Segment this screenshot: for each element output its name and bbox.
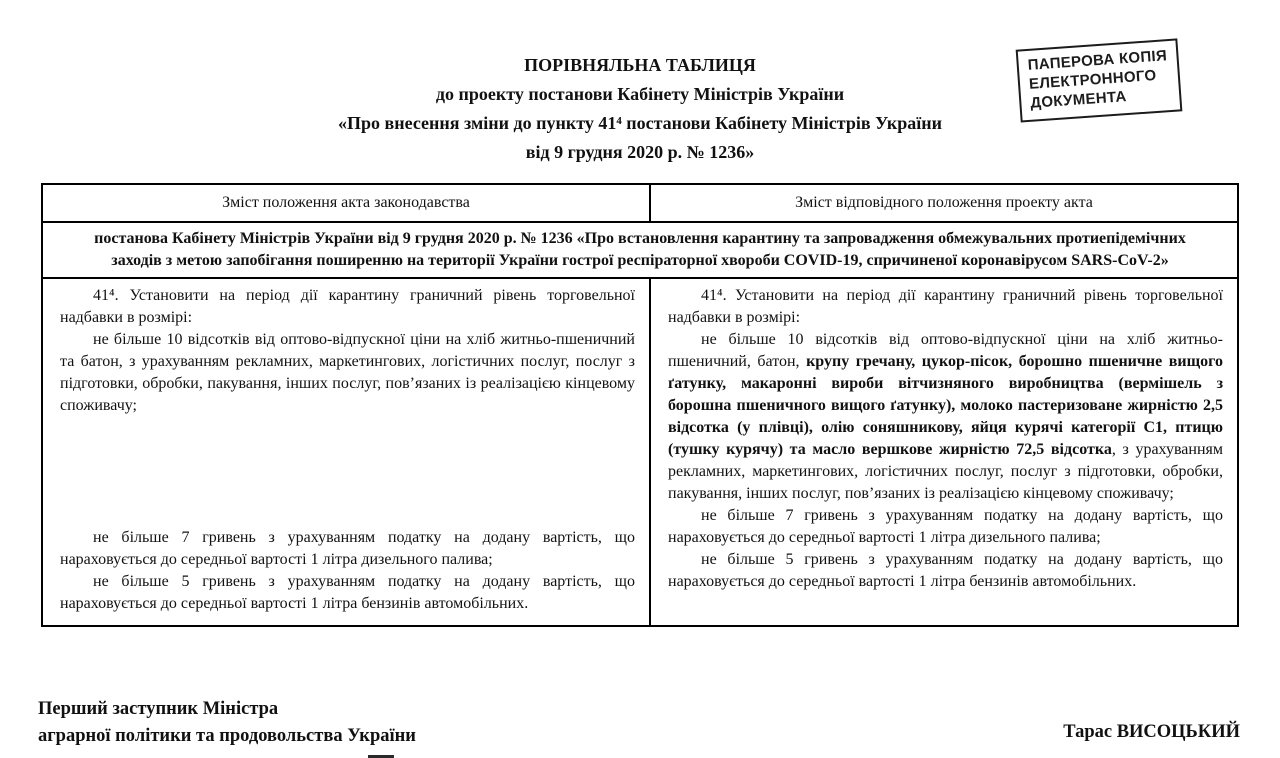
current-provision-cell <box>42 278 650 626</box>
stamp-line-3: ДОКУМЕНТА <box>1030 88 1128 113</box>
signatory-name: Тарас ВИСОЦЬКИЙ <box>1063 722 1240 742</box>
table-header-row <box>42 184 1238 222</box>
title-line-3: «Про внесення зміни до пункту 41⁴ постанови Кабінету Міністрів України <box>338 113 942 133</box>
paragraph: не більше 10 відсотків від оптово-відпускної ціни на хліб житньо-пшеничний та батон, з урахуванням рекламних, маркетингових, логістичних послуг, послуг з підготовки, обробки, пакування, інших послуг, пов’язаних із реалізацією кінцевому споживачу; <box>60 331 635 414</box>
resolution-title-cell: постанова Кабінету Міністрів України від 9 грудня 2020 р. № 1236 «Про встановлення карантину та запровадження обмежувальних протиепідемічних заходів з метою запобігання поширенню на території України гострої респіраторної хвороби COVID-19, спричиненої коронавірусом SARS-CoV-2» <box>42 222 1238 278</box>
paragraph: не більше 7 гривень з урахуванням податку на додану вартість, що нараховується до середньої вартості 1 літра дизельного палива; <box>60 529 635 568</box>
stamp-line-2: ЕЛЕКТРОННОГО <box>1029 67 1158 94</box>
paper-copy-stamp <box>1016 38 1182 122</box>
header-cell-draft: Зміст відповідного положення проекту акта <box>650 184 1238 222</box>
stamp-line-1: ПАПЕРОВА КОПІЯ <box>1027 47 1169 74</box>
header-cell-legislation: Зміст положення акта законодавства <box>42 184 650 222</box>
signatory-position-line-2: аграрної політики та продовольства України <box>38 726 416 746</box>
draft-provision-cell <box>650 278 1238 626</box>
title-line-4: від 9 грудня 2020 р. № 1236» <box>525 142 755 162</box>
title-line-1: ПОРІВНЯЛЬНА ТАБЛИЦЯ <box>524 55 756 75</box>
comparison-table <box>41 183 1239 627</box>
paragraph: не більше 5 гривень з урахуванням податку на додану вартість, що нараховується до середньої вартості 1 літра бензинів автомобільних. <box>60 573 635 612</box>
signatory-position <box>38 696 416 750</box>
paragraph: не більше 7 гривень з урахуванням податку на додану вартість, що нараховується до середньої вартості 1 літра дизельного палива; <box>668 507 1223 546</box>
signatory-position-line-1: Перший заступник Міністра <box>38 699 279 719</box>
paragraph: 41⁴. Установити на період дії карантину граничний рівень торговельної надбавки в розмірі: <box>668 287 1223 326</box>
paragraph: 41⁴. Установити на період дії карантину граничний рівень торговельної надбавки в розмірі: <box>60 287 635 326</box>
title-line-2: до проекту постанови Кабінету Міністрів України <box>435 84 845 104</box>
paragraph: не більше 10 відсотків від оптово-відпускної ціни на хліб житньо-пшеничний, батон, крупу гречану, цукор-пісок, борошно пшеничне вищого ґатунку, макаронні вироби вітчизняного виробництва (вермішель з борошна пшеничного вищого ґатунку), молоко пастеризоване жирністю 2,5 відсотка (у плівці), олію соняшникову, яйця курячі категорії С1, птицю (тушку курячу) та масло вершкове жирністю 72,5 відсотка, з урахуванням рекламних, маркетингових, логістичних послуг, послуг з підготовки, обробки, пакування, інших послуг, пов’язаних із реалізацією кінцевому споживачу; <box>668 331 1224 502</box>
paragraph: не більше 5 гривень з урахуванням податку на додану вартість, що нараховується до середньої вартості 1 літра бензинів автомобільних. <box>668 551 1223 590</box>
table-span-row <box>42 222 1238 278</box>
table-body-row <box>42 278 1238 626</box>
